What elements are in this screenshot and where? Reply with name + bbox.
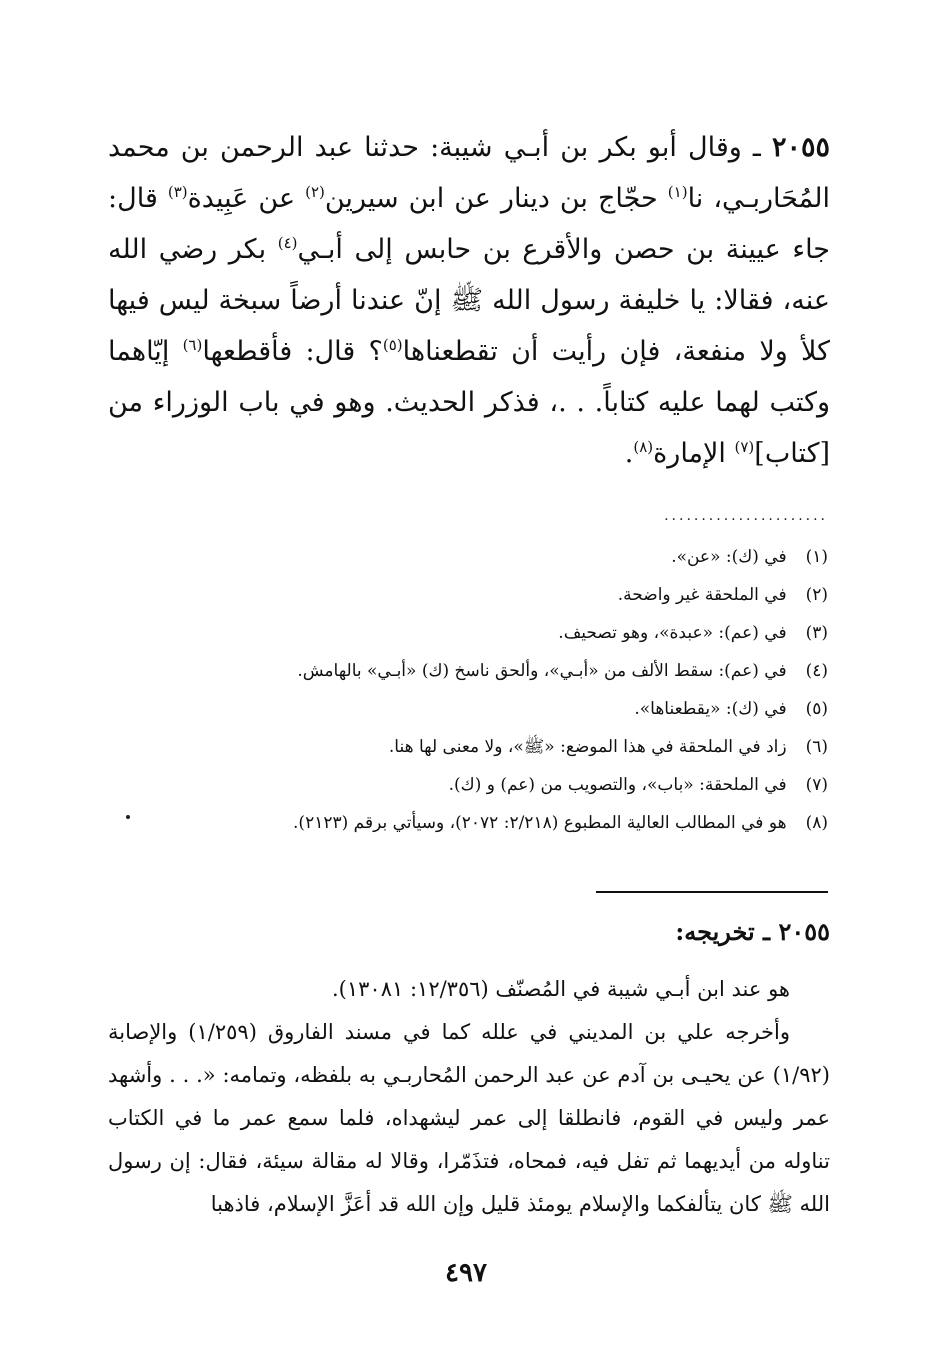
page-number: ٤٩٧ bbox=[445, 1258, 487, 1288]
footnote-ref[interactable]: (٦) bbox=[182, 336, 203, 354]
footnote-list bbox=[200, 538, 828, 842]
footnote-ref[interactable]: (٧) bbox=[734, 438, 755, 456]
text-segment: قال: جاء عيينة بن حصن والأقرع بن حابس إلى أبـي bbox=[108, 183, 830, 265]
footnote-ref[interactable]: (٨) bbox=[633, 438, 654, 456]
text-segment: حجّاج بن دينار عن ابن سيرين bbox=[324, 183, 668, 214]
text-segment: بكر رضي الله عنه، فقالا: يا خليفة رسول الله ﷺ إنّ عندنا أرضاً سبخة ليس فيها كلأ ولا منفعة، فإن رأيت أن تقطعناها bbox=[108, 234, 830, 367]
footnote-text: زاد في الملحقة في هذا الموضع: «ﷺ»، ولا معنى لها هنا. bbox=[388, 737, 787, 757]
takhrij-heading: ٢٠٥٥ ـ تخريجه: bbox=[675, 917, 830, 946]
footnote-item bbox=[200, 652, 828, 690]
footnote-text: في (عم): سقط الألف من «أبـي»، وألحق ناسخ (ك) «أبـي» بالهامش. bbox=[297, 661, 787, 681]
footnote-item bbox=[200, 690, 828, 728]
footnote-ref[interactable]: (٣) bbox=[167, 183, 188, 201]
footnote-ref[interactable]: (١) bbox=[667, 183, 688, 201]
footnote-ref[interactable]: (٤) bbox=[277, 234, 298, 252]
footnote-number: (٣) bbox=[805, 623, 828, 643]
footnote-item bbox=[200, 766, 828, 804]
footnote-item bbox=[200, 576, 828, 614]
footnote-number: (١) bbox=[805, 547, 828, 567]
footnote-text: في الملحقة غير واضحة. bbox=[617, 585, 787, 605]
text-segment: ؟ قال: فأقطعها bbox=[202, 336, 383, 367]
footnote-number: (٢) bbox=[805, 585, 828, 605]
footnote-text: في (ك): «عن». bbox=[671, 547, 787, 567]
footnote-text: في الملحقة: «باب»، والتصويب من (عم) و (ك). bbox=[448, 775, 787, 795]
takhrij-body bbox=[108, 968, 830, 1226]
footnote-item bbox=[200, 804, 828, 842]
takhrij-paragraph: هو عند ابن أبـي شيبة في المُصنّف (١٢/٣٥٦: ١٣٠٨١). bbox=[332, 977, 790, 1001]
footnote-text: هو في المطالب العالية المطبوع (٢/٢١٨: ٢٠٧٢)، وسيأتي برقم (٢١٢٣). bbox=[293, 813, 787, 833]
footnote-number: (٦) bbox=[805, 737, 828, 757]
takhrij-paragraph: وأخرجه علي بن المديني في علله كما في مسند الفاروق (١/٢٥٩) والإصابة (١/٩٢) عن يحيـى بن آدم عن عبد الرحمن المُحاربـي به بلفظه، وتمامه: «. . . وأشهد عمر وليس في القوم، فانطلقا إلى عمر ليشهداه، فلما سمع عمر ما في الكتاب تناوله من أيديهما ثم تفل فيه، فمحاه، فتذَمّرا، وقالا له مقالة سيئة، فقال: إن رسول الله ﷺ كان يتألفكما والإسلام يومئذ قليل وإن الله قد أعَزَّ الإسلام، فاذهبا bbox=[108, 1020, 830, 1216]
footnote-item bbox=[200, 728, 828, 766]
footnote-item bbox=[200, 538, 828, 576]
footnote-text: في (عم): «عبدة»، وهو تصحيف. bbox=[558, 623, 787, 643]
hadith-text bbox=[108, 122, 830, 479]
text-segment: . bbox=[624, 438, 634, 469]
footnote-ref[interactable]: (٥) bbox=[382, 336, 403, 354]
hadith-number: ٢٠٥٥ bbox=[771, 132, 830, 163]
footnote-ref[interactable]: (٢) bbox=[305, 183, 325, 201]
text-segment: عن عَبِيدة bbox=[187, 183, 306, 214]
text-segment: الإمارة bbox=[653, 438, 735, 469]
footnote-text: في (ك): «يقطعناها». bbox=[634, 699, 787, 719]
footnote-number: (٧) bbox=[805, 775, 828, 795]
text-segment: ـ وقال أبو بكر بن أبـي شيبة: حدثنا عبد الرحمن بن محمد المُحَاربـي، نا bbox=[108, 132, 831, 214]
text-segment: إيّاهما وكتب لهما عليه كتاباً. . .، فذكر الحديث. وهو في باب الوزراء من [كتاب] bbox=[108, 336, 830, 469]
footnote-number: (٨) bbox=[805, 813, 828, 833]
stray-dot-mark bbox=[126, 815, 130, 819]
footnote-separator: ...................... bbox=[664, 508, 828, 524]
section-divider bbox=[596, 891, 828, 893]
footnote-item bbox=[200, 614, 828, 652]
footnote-number: (٤) bbox=[805, 661, 828, 681]
footnote-number: (٥) bbox=[805, 699, 828, 719]
